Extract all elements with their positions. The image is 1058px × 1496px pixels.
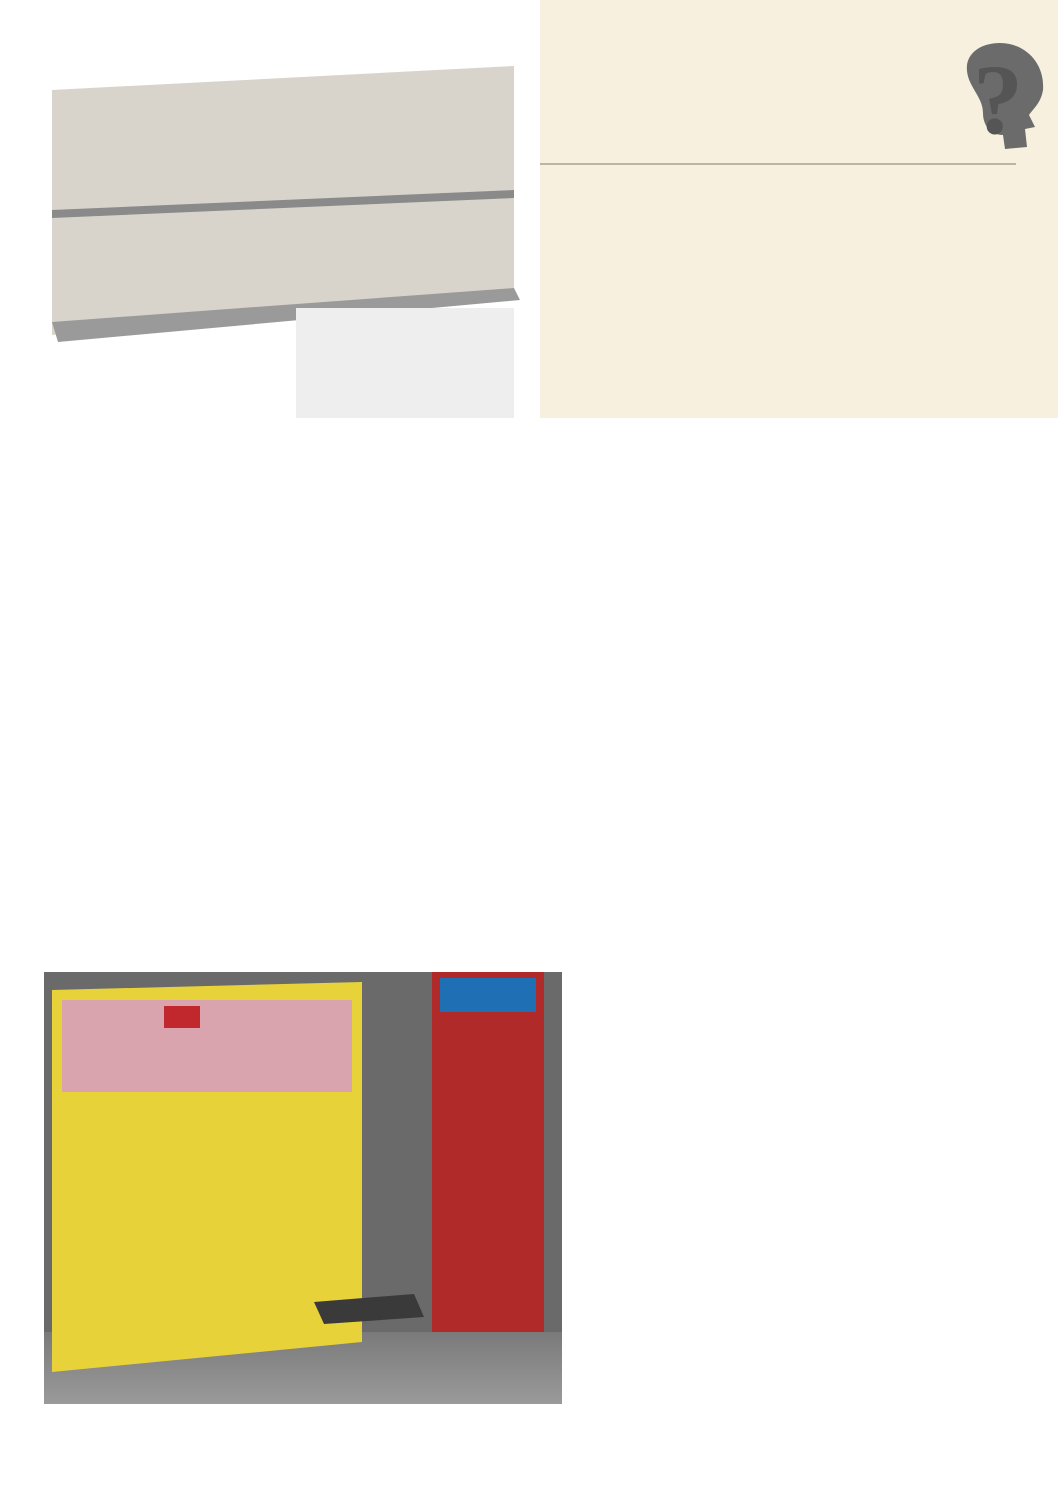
display-illustration [44, 972, 562, 1404]
faq-table [540, 163, 1016, 165]
column-4 [786, 432, 1013, 449]
wallpaper-shelf-image [44, 60, 538, 342]
svg-text:?: ? [973, 44, 1023, 155]
presentation-5m-image [296, 308, 514, 418]
shelf-illustration [44, 60, 538, 342]
column-1 [45, 436, 273, 453]
store-display-image [44, 972, 562, 1404]
column-2 [292, 436, 519, 479]
shelf-5m-illustration [296, 308, 514, 418]
column-3 [539, 436, 767, 471]
question-head-icon [945, 35, 1050, 155]
